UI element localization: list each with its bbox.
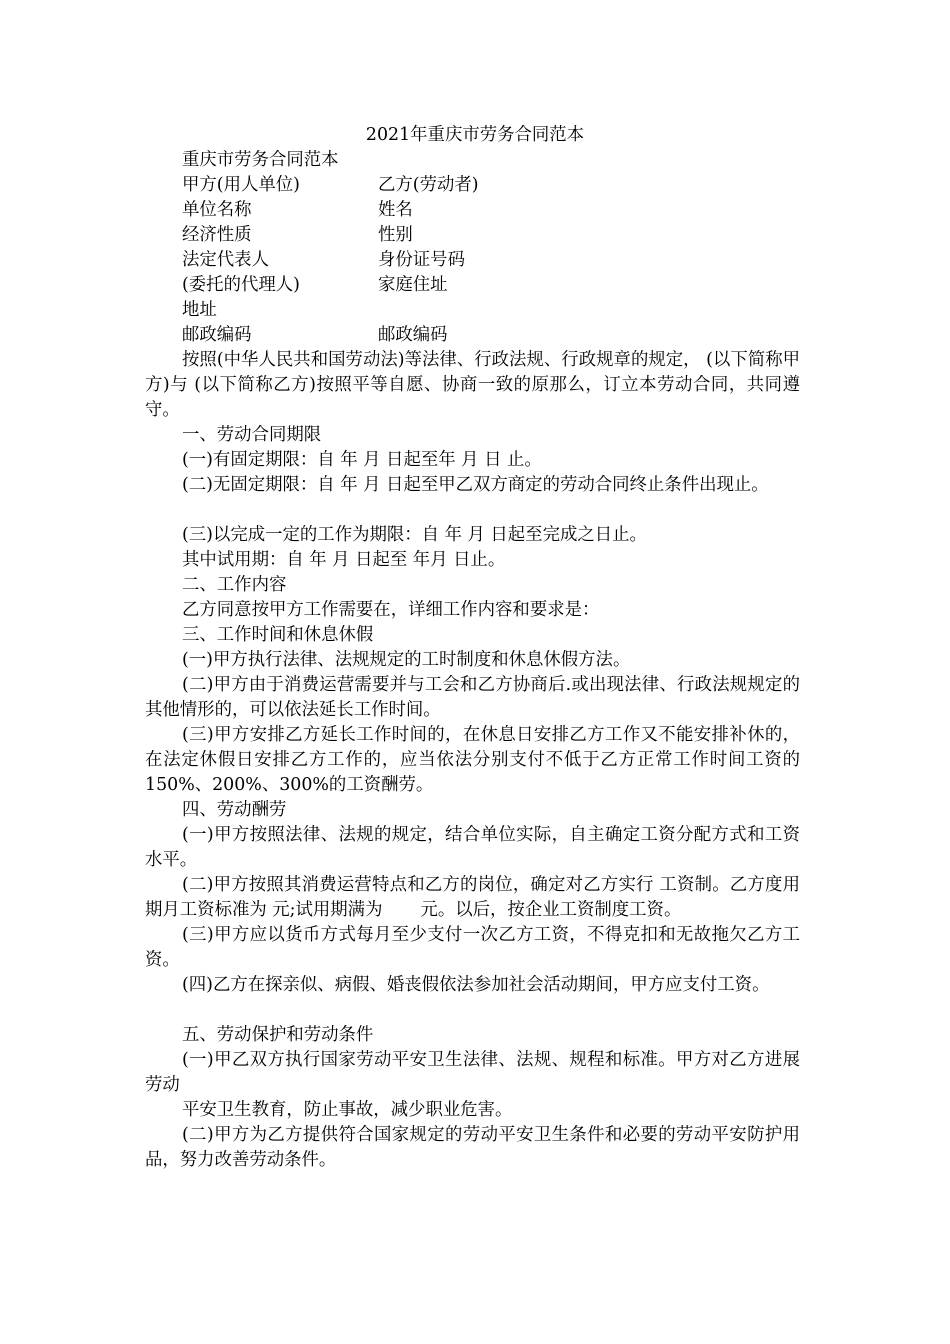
party-a-label: 甲方(用人单位) bbox=[182, 175, 300, 195]
section-5-item-1-cont: 平安卫生教育，防止事故，减少职业危害。 bbox=[182, 1100, 513, 1120]
section-3-item-2: (二)甲方由于消费运营需要并与工会和乙方协商后.或出现法律、行政法规规定的其他情形的，可以依法延长工作时间。 bbox=[145, 675, 800, 720]
field-economic-nature: 经济性质 bbox=[182, 225, 252, 245]
field-legal-rep: 法定代表人 bbox=[182, 250, 269, 270]
intro-paragraph: 按照(中华人民共和国劳动法)等法律、行政法规、行政规章的规定， (以下简称甲方)与 (以下简称乙方)按照平等自愿、协商一致的原那么，订立本劳动合同，共同遵守。 bbox=[145, 350, 800, 420]
field-gender: 性别 bbox=[378, 225, 413, 245]
section-5-item-2: (二)甲方为乙方提供符合国家规定的劳动平安卫生条件和必要的劳动平安防护用品，努力改善劳动条件。 bbox=[145, 1125, 800, 1170]
section-4-heading: 四、劳动酬劳 bbox=[182, 800, 287, 820]
field-postcode-b: 邮政编码 bbox=[378, 325, 448, 345]
field-id-number: 身份证号码 bbox=[378, 250, 465, 270]
section-5-item-1: (一)甲乙双方执行国家劳动平安卫生法律、法规、规程和标准。甲方对乙方进展劳动 bbox=[145, 1050, 800, 1095]
section-1-heading: 一、劳动合同期限 bbox=[182, 425, 322, 445]
field-name: 姓名 bbox=[378, 200, 413, 220]
document-title: 2021年重庆市劳务合同范本 bbox=[365, 125, 585, 145]
field-postcode-a: 邮政编码 bbox=[182, 325, 252, 345]
section-4-item-4: (四)乙方在探亲似、病假、婚丧假依法参加社会活动期间，甲方应支付工资。 bbox=[182, 975, 770, 995]
section-3-item-3: (三)甲方安排乙方延长工作时间的，在休息日安排乙方工作又不能安排补休的，在法定休假日安排乙方工作的，应当依法分别支付不低于乙方正常工作时间工资的 150%、200%、300%的工资酬劳。 bbox=[145, 725, 800, 795]
section-4-item-1: (一)甲方按照法律、法规的规定，结合单位实际，自主确定工资分配方式和工资水平。 bbox=[145, 825, 800, 870]
section-2-item-1: 乙方同意按甲方工作需要在，详细工作内容和要求是： bbox=[182, 600, 600, 620]
section-4-item-3: (三)甲方应以货币方式每月至少支付一次乙方工资，不得克扣和无故拖欠乙方工资。 bbox=[145, 925, 800, 970]
field-address: 地址 bbox=[182, 300, 217, 320]
document-subtitle: 重庆市劳务合同范本 bbox=[182, 150, 339, 170]
section-1-item-3: (三)以完成一定的工作为期限：自 年 月 日起至完成之日止。 bbox=[182, 525, 647, 545]
section-3-item-1: (一)甲方执行法律、法规规定的工时制度和休息休假方法。 bbox=[182, 650, 631, 670]
section-2-heading: 二、工作内容 bbox=[182, 575, 287, 595]
party-b-label: 乙方(劳动者) bbox=[378, 175, 479, 195]
section-1-item-1: (一)有固定期限：自 年 月 日起至年 月 日 止。 bbox=[182, 450, 542, 470]
section-1-probation: 其中试用期：自 年 月 日起至 年月 日止。 bbox=[182, 550, 506, 570]
field-home-address: 家庭住址 bbox=[378, 275, 448, 295]
section-3-heading: 三、工作时间和休息休假 bbox=[182, 625, 374, 645]
section-4-item-2-tail: 元。以后，按企业工资制度工资。 bbox=[420, 900, 682, 920]
field-agent: (委托的代理人) bbox=[182, 275, 300, 295]
section-4-item-2 bbox=[145, 873, 800, 923]
section-1-item-2: (二)无固定期限：自 年 月 日起至甲乙双方商定的劳动合同终止条件出现止。 bbox=[182, 475, 769, 495]
section-5-heading: 五、劳动保护和劳动条件 bbox=[182, 1025, 374, 1045]
section-4-item-2-text: (二)甲方按照其消费运营特点和乙方的岗位，确定对乙方实行 工资制。乙方度用期月工资标准为 元;试用期满为 bbox=[145, 875, 800, 920]
field-company-name: 单位名称 bbox=[182, 200, 252, 220]
